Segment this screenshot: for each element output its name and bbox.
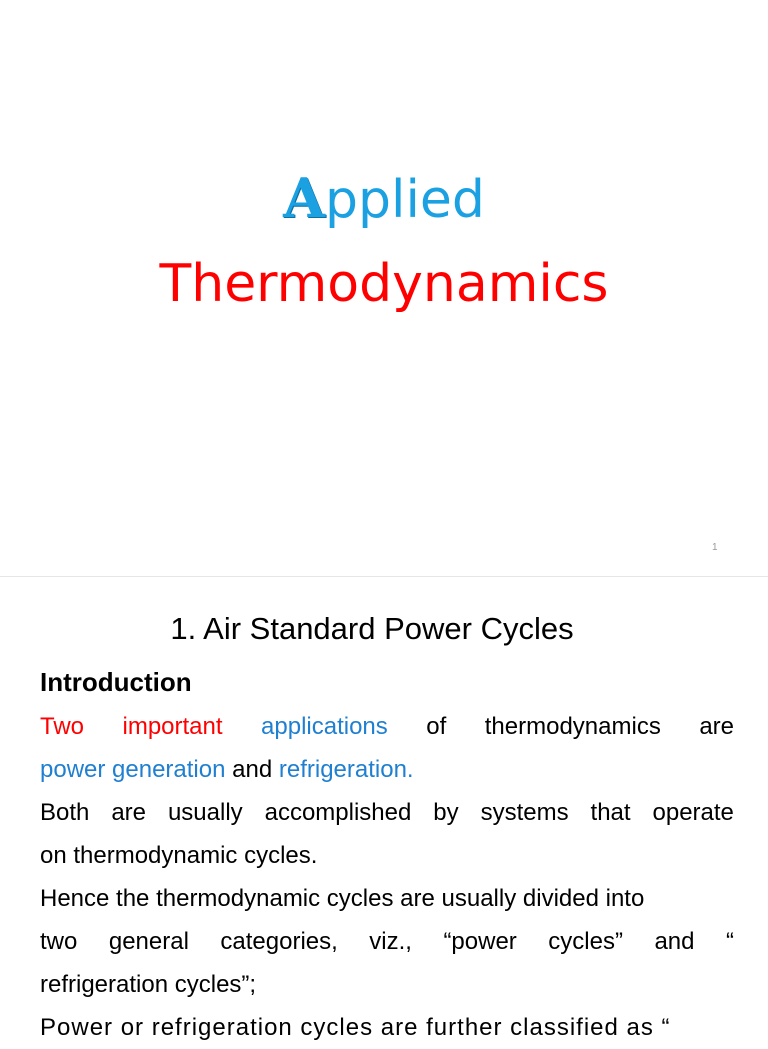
- phrase-refrigeration: refrigeration.: [278, 756, 414, 783]
- line6-word: two: [40, 928, 78, 955]
- line6-word: “: [725, 928, 734, 955]
- line3-word: systems: [480, 799, 569, 826]
- word-important: important: [122, 713, 223, 740]
- line6-word: categories,: [220, 928, 338, 955]
- line3-word: usually: [167, 799, 243, 826]
- word-two: Two: [40, 713, 85, 740]
- line3-word: by: [433, 799, 459, 826]
- paragraph-line-8: Power or refrigeration cycles are further classified as “: [40, 1014, 671, 1041]
- paragraph-line-4: on thermodynamic cycles.: [40, 842, 318, 869]
- line6-word: viz.,: [369, 928, 412, 955]
- word-of: of: [426, 713, 447, 740]
- title-dropcap: A: [283, 166, 325, 230]
- paragraph-line-5: Hence the thermodynamic cycles are usually divided into: [40, 885, 645, 912]
- line6-word: cycles”: [548, 928, 623, 955]
- word-applications: applications: [261, 713, 388, 740]
- section-heading: Introduction: [40, 667, 192, 697]
- paragraph-line-6: [40, 920, 734, 963]
- paragraph-line-3: [40, 791, 734, 834]
- section-title: 1. Air Standard Power Cycles: [170, 611, 574, 646]
- title-applied: [0, 160, 768, 238]
- line3-word: that: [590, 799, 631, 826]
- line3-word: Both: [40, 799, 90, 826]
- line6-word: and: [654, 928, 695, 955]
- paragraph-line-2: [40, 748, 734, 791]
- paragraph-line-1: [40, 705, 734, 748]
- paragraph-line-7: refrigeration cycles”;: [40, 971, 257, 998]
- line3-word: accomplished: [264, 799, 412, 826]
- line6-word: general: [108, 928, 189, 955]
- word-thermodynamics: thermodynamics: [484, 713, 661, 740]
- line6-word: “power: [443, 928, 517, 955]
- title-applied-rest: pplied: [324, 170, 485, 230]
- line3-word: are: [111, 799, 146, 826]
- line3-word: operate: [652, 799, 734, 826]
- word-and: and: [225, 756, 279, 783]
- content-slide: [0, 577, 768, 1041]
- word-are: are: [699, 713, 734, 740]
- phrase-power-generation: power generation: [40, 756, 226, 783]
- title-thermodynamics: Thermodynamics: [159, 254, 609, 314]
- page-number: 1: [712, 542, 718, 553]
